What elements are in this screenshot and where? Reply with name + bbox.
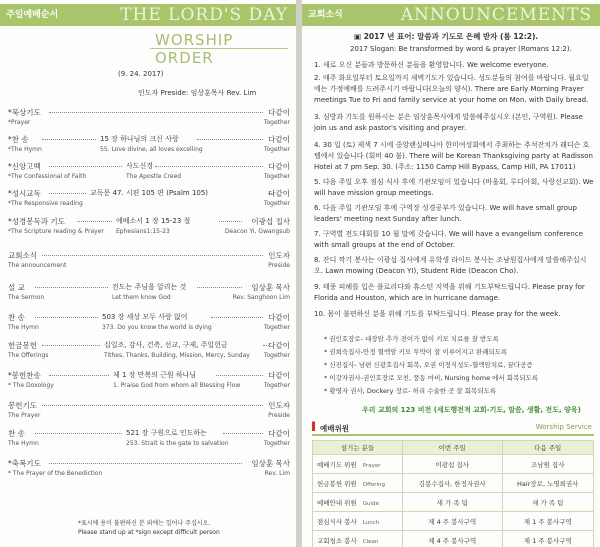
order-item-leader-dots	[219, 221, 242, 222]
order-item-leader-english: Rev. Lim	[264, 470, 290, 477]
prayer-request: * 황영자 권사, Dockery 장로- 허리 수술한 곳 잘 회복되도록	[324, 387, 497, 395]
duty-marker-icon: ▌	[312, 422, 319, 431]
order-item-leader-dots	[49, 193, 86, 194]
order-item-content-english: Tithes, Thanks, Building, Mission, Mercy, Sunday	[104, 352, 250, 359]
duty-row	[313, 474, 594, 493]
order-item-title: *성시교독	[8, 189, 41, 198]
announcement-item: 6. 다음 주일 기관모임 후에 구역장 성경공부가 있습니다. We will have small group leaders' meeting next Sunday after lunch.	[314, 204, 577, 223]
motto-text: ▣ 2017 년 표어: 말씀과 기도로 은혜 받자	[354, 32, 498, 41]
order-item-title: 찬 송	[8, 313, 25, 322]
duty-this-week: 김봉수집사, 한정자권사	[403, 474, 503, 493]
duty-role-cell	[313, 531, 403, 547]
order-item-leader-english: Together	[263, 382, 290, 389]
order-item-content: 전도는 주님을 알리는 것	[112, 283, 187, 291]
duty-this-week: 제 4 주 봉사구역	[403, 512, 503, 531]
order-item	[8, 250, 290, 278]
order-item	[8, 340, 290, 368]
duty-role-english: Clean	[362, 538, 379, 545]
service-date: (9. 24. 2017)	[118, 70, 164, 78]
order-item-leader-dots	[42, 139, 96, 140]
order-item-content-english: Ephesians1:15-23	[116, 228, 170, 235]
duty-row	[313, 512, 594, 531]
duty-table-body	[313, 455, 594, 547]
order-item-content-english: 1. Praise God from whom all Blessing Flow	[113, 382, 241, 389]
duty-next-week: 조남원 집사	[502, 455, 593, 474]
footnote-korean: *표시에 용이 불편하신 분 외에는 일어나 주십시오.	[78, 520, 211, 527]
order-item	[8, 282, 290, 310]
order-item-leader: 이광섭 집사	[251, 217, 290, 226]
duty-role-english: Prayer	[362, 462, 381, 469]
order-item-leader-english: Rev. Sanghoon Lim	[232, 294, 290, 301]
order-item-leader: 다같이	[268, 108, 290, 117]
announcement-item: 9. 태풍 피해를 입은 플로리다와 휴스턴 지역을 위해 기도부탁드립니다. Please pray for Florida and Houston, which are in hurricane damage.	[314, 283, 585, 302]
order-item-content-english: 55. Love divine, all loves excelling	[100, 146, 203, 153]
order-item-leader-dots	[42, 255, 263, 256]
order-item	[8, 107, 290, 135]
order-item-leader-dots	[77, 221, 112, 222]
right-header-bar	[302, 4, 600, 26]
church-vision: 우리 교회의 123 비전 (세도행전적 교회-기도, 말씀, 생활, 전도, 양육)	[362, 406, 581, 414]
order-item-leader: 임상훈 목사	[251, 283, 290, 292]
order-item-title: 설 교	[8, 283, 25, 292]
prayer-request: * 권인호장로- 대장암 추가 전이가 없이 키모 치료를 잘 받도록	[324, 335, 499, 343]
duty-section-header	[312, 422, 594, 436]
motto-reference: (롬 12:2).	[500, 32, 539, 41]
order-item-content: 15 장 하나님의 크신 사랑	[100, 135, 179, 143]
order-item-leader-dots	[223, 433, 263, 434]
duty-role-english: Offering	[362, 481, 386, 488]
order-item-title-english: The Sermon	[8, 294, 45, 301]
order-item-content-english: The Apostle Creed	[126, 173, 182, 180]
order-item-leader-dots	[35, 287, 108, 288]
order-item-title-english: The Offerings	[8, 352, 49, 359]
duty-next-week: 새 가 족 팀	[502, 493, 593, 512]
duty-role-english: Guide	[362, 500, 379, 507]
order-item-title: *봉헌찬송	[8, 371, 41, 380]
order-item-title: 헌금봉헌	[8, 341, 37, 350]
order-item-leader-dots	[155, 166, 263, 167]
order-item-leader-english: Deacon Yi, Gwangsub	[224, 228, 290, 235]
announcement-item: 8. 잔디 깍기 봉사는 이광섭 집사에게 유학생 라이드 봉사는 조남원집사에게 말씀해주십시오. Lawn mowing (Deacon YI), Student Ride (Deacon Cho).	[314, 256, 587, 275]
duty-table	[312, 440, 594, 547]
order-item-leader-dots	[49, 112, 263, 113]
announcement-item: 7. 구역별 전도대회를 10 월 말에 갖습니다. We will have a evangelism conference with small groups at the end of October.	[314, 230, 584, 249]
order-item-leader-dots	[35, 433, 122, 434]
duty-row	[313, 493, 594, 512]
announcement-item: 2. 매주 화요일부터 토요일까지 새벽기도가 있습니다. 성도분들의 참여를 바랍니다. 월요일에는 가정예배를 드려주시기 바랍니다(오늘의 양식). There are Early Morning Prayer meetings Tue to Fri and family service at your home on Mon. with Daily bread.	[314, 74, 589, 104]
order-item-title-english: The Hymn	[8, 440, 39, 447]
title-divider	[150, 48, 288, 49]
prayer-request: * 이강자권사-권인호장로 모친, 풍동 마비, Nursing home 에서 회복되도록	[324, 374, 539, 382]
order-item-leader-dots	[42, 405, 263, 406]
duty-row	[313, 531, 594, 547]
order-item-title: 찬 송	[8, 429, 25, 438]
duty-title: 예배위원	[320, 424, 349, 433]
order-item-title: 봉헌기도	[8, 401, 37, 410]
order-item-title: *찬 송	[8, 135, 29, 144]
order-item-content: 503 장 세상 모두 사랑 없어	[102, 313, 188, 321]
order-item	[8, 312, 290, 340]
duty-next-week: 제 1 주 봉사구역	[502, 512, 593, 531]
order-item-content: 교독문 47. 시편 105 편 (Psalm 105)	[90, 189, 209, 197]
order-item-leader-dots	[42, 345, 100, 346]
duty-header-row	[313, 441, 594, 455]
duty-header-cell: 이번 주일	[403, 441, 503, 455]
preside-line: 인도자 Preside: 임상훈목사 Rev. Lim	[138, 89, 257, 97]
order-item-content-english: 373. Do you know the world is dying	[102, 324, 212, 331]
duty-role: 예배기도 위원	[317, 460, 357, 469]
order-item-title: *축복기도	[8, 459, 41, 468]
order-item-leader-dots	[216, 375, 263, 376]
order-item-leader: 인도자	[268, 401, 290, 410]
announcement-item: 3. 심방과 기도를 원하시는 분은 임상훈목사에게 말씀해주십시오 (본인, 구역원). Please join us and ask pastor's visiting and prayer.	[314, 113, 583, 132]
order-item	[8, 400, 290, 428]
duty-row	[313, 455, 594, 474]
left-header-bar	[0, 4, 296, 26]
order-item-leader-english: Together	[263, 119, 290, 126]
order-item-content: 제 1 장 만복의 근원 하나님	[113, 371, 197, 379]
order-item	[8, 428, 290, 456]
order-item-leader: 임상훈 목사	[251, 459, 290, 468]
order-item-title-english: *Prayer	[8, 119, 31, 126]
order-item-title-english: * The Doxology	[8, 382, 54, 389]
duty-role: 점심식사 봉사	[317, 517, 357, 526]
order-item-content: 521 장 구원으로 인도하는	[126, 429, 207, 437]
order-item-title-english: *The Scripture reading & Prayer	[8, 228, 104, 235]
order-item-leader: 다같이	[268, 429, 290, 438]
duty-role: 교회청소 봉사	[317, 536, 357, 545]
order-item-leader: 다같이	[268, 189, 290, 198]
order-item-title: 교회소식	[8, 251, 37, 260]
announcement-item: 10. 몸이 불편하신 분을 위해 기도를 부탁드립니다. Please pray for the week.	[314, 310, 561, 318]
order-item-leader-dots	[211, 317, 263, 318]
order-item-leader: 다같이	[268, 341, 290, 350]
order-item-leader-english: Together	[263, 173, 290, 180]
order-item-title: *묵상기도	[8, 108, 41, 117]
order-item-content: 십일조, 감사, 건축, 선교, 구제, 주일헌금	[104, 341, 228, 349]
order-item-title-english: The Hymn	[8, 324, 39, 331]
order-item-title-english: *The Hymn	[8, 146, 42, 153]
prayer-request: * 신진집사- 남편 신광호집사 회복, 오권 이정식성도-혈액암치료, 꿈다공증	[324, 361, 533, 369]
duty-role-cell	[313, 455, 403, 474]
announcements-page	[302, 0, 600, 547]
left-header-title: THE LORD'S DAY	[120, 5, 288, 25]
order-item-leader: 다같이	[268, 135, 290, 144]
order-item-leader-english: Together	[263, 146, 290, 153]
order-item-content-english: 253. Strait is the gate to salvation	[126, 440, 229, 447]
order-item-leader-english: Together	[263, 440, 290, 447]
worship-order-title: WORSHIP ORDER	[155, 31, 234, 67]
left-header-label: 주일예배순서	[6, 10, 59, 20]
right-header-title: ANNOUNCEMENTS	[400, 5, 592, 25]
duty-header-cell: 섬기는 분들	[313, 441, 403, 455]
order-item-content-english: Let them know God	[112, 294, 171, 301]
announcement-item: 5. 다음 주일 오후 점심 식사 후에 기관모임이 있습니다 (바울회, 루디아회, 사랑선교회). We will have mission group meetings.	[314, 178, 594, 197]
order-item-title-english: The announcement	[8, 262, 67, 269]
order-item-leader-english: Preside	[268, 262, 290, 269]
order-item-leader-dots	[197, 287, 242, 288]
worship-order-page	[0, 0, 296, 547]
duty-role: 헌금봉헌 위원	[317, 479, 357, 488]
order-item-leader: 다같이	[268, 313, 290, 322]
order-item	[8, 458, 290, 486]
duty-this-week: 제 4 주 봉사구역	[403, 531, 503, 547]
year-motto	[354, 31, 538, 42]
order-item-leader: 인도자	[268, 251, 290, 260]
order-item	[8, 134, 290, 162]
order-item-content: 사도신경	[126, 162, 154, 170]
duty-title-english: Worship Service	[535, 423, 592, 431]
order-item-leader-dots	[197, 139, 263, 140]
order-item-content: 에베소서 1 장 15-23 절	[116, 217, 191, 225]
announcement-item: 1. 새로 오신 분들과 방문하신 분들을 환영합니다. We welcome everyone.	[314, 61, 549, 69]
year-slogan: 2017 Slogan: Be transformed by word & prayer (Romans 12:2).	[350, 45, 572, 53]
order-item-leader: 다같이	[268, 162, 290, 171]
order-item-leader-english: Together	[263, 352, 290, 359]
announcement-item: 4. 30 일 (토) 제색 7 시에 중앙랜실베니아 한미여성회에서 주최하는 추석잔치가 래디슨 호텔에서 있습니다 (회비 40 불). There will be Korean Thanksgiving party at Radisson Hotel at 7 pm Sep. 30. (주소: 1150 Camp Hill Bypass, Camp Hill, PA 17011)	[314, 141, 593, 171]
order-item-leader: 다같이	[268, 371, 290, 380]
duty-next-week: 제 1 주 봉사구역	[502, 531, 593, 547]
duty-header-cell: 다음 주일	[502, 441, 593, 455]
order-item-title: *성경봉독과 기도	[8, 217, 65, 226]
duty-this-week: 이광섭 집사	[403, 455, 503, 474]
duty-role-cell	[313, 493, 403, 512]
right-header-label: 교회소식	[308, 10, 343, 20]
duty-this-week: 새 가 족 팀	[403, 493, 503, 512]
order-item-leader-dots	[49, 463, 242, 464]
footnote-english: Please stand up at *sign except difficult person	[78, 529, 220, 536]
order-item-leader-dots	[35, 317, 98, 318]
duty-next-week: Hair장로, 노명희권사	[502, 474, 593, 493]
order-item-title-english: * The Prayer of the Benediction	[8, 470, 103, 477]
order-item	[8, 216, 290, 244]
order-item-title-english: *The Confessional of Faith	[8, 173, 87, 180]
duty-role-english: Lunch	[362, 519, 380, 526]
order-item-leader-english: Together	[263, 324, 290, 331]
order-item	[8, 370, 290, 398]
order-item-leader-dots	[49, 375, 109, 376]
order-item-leader-english: Together	[263, 200, 290, 207]
order-item-title-english: The Prayer	[8, 412, 41, 419]
order-item	[8, 188, 290, 216]
order-item-title: *신앙고백	[8, 162, 41, 171]
order-item-leader-english: Preside	[268, 412, 290, 419]
prayer-request: * 권희숙집사-안정 혈액암 키모 투약이 잘 이루어지고 완쾌되도록	[324, 348, 508, 356]
duty-role-cell	[313, 512, 403, 531]
duty-role: 예배안내 위원	[317, 498, 357, 507]
order-item-leader-dots	[49, 166, 122, 167]
order-item-title-english: *The Responsive reading	[8, 200, 83, 207]
duty-role-cell	[313, 474, 403, 493]
order-item	[8, 161, 290, 189]
